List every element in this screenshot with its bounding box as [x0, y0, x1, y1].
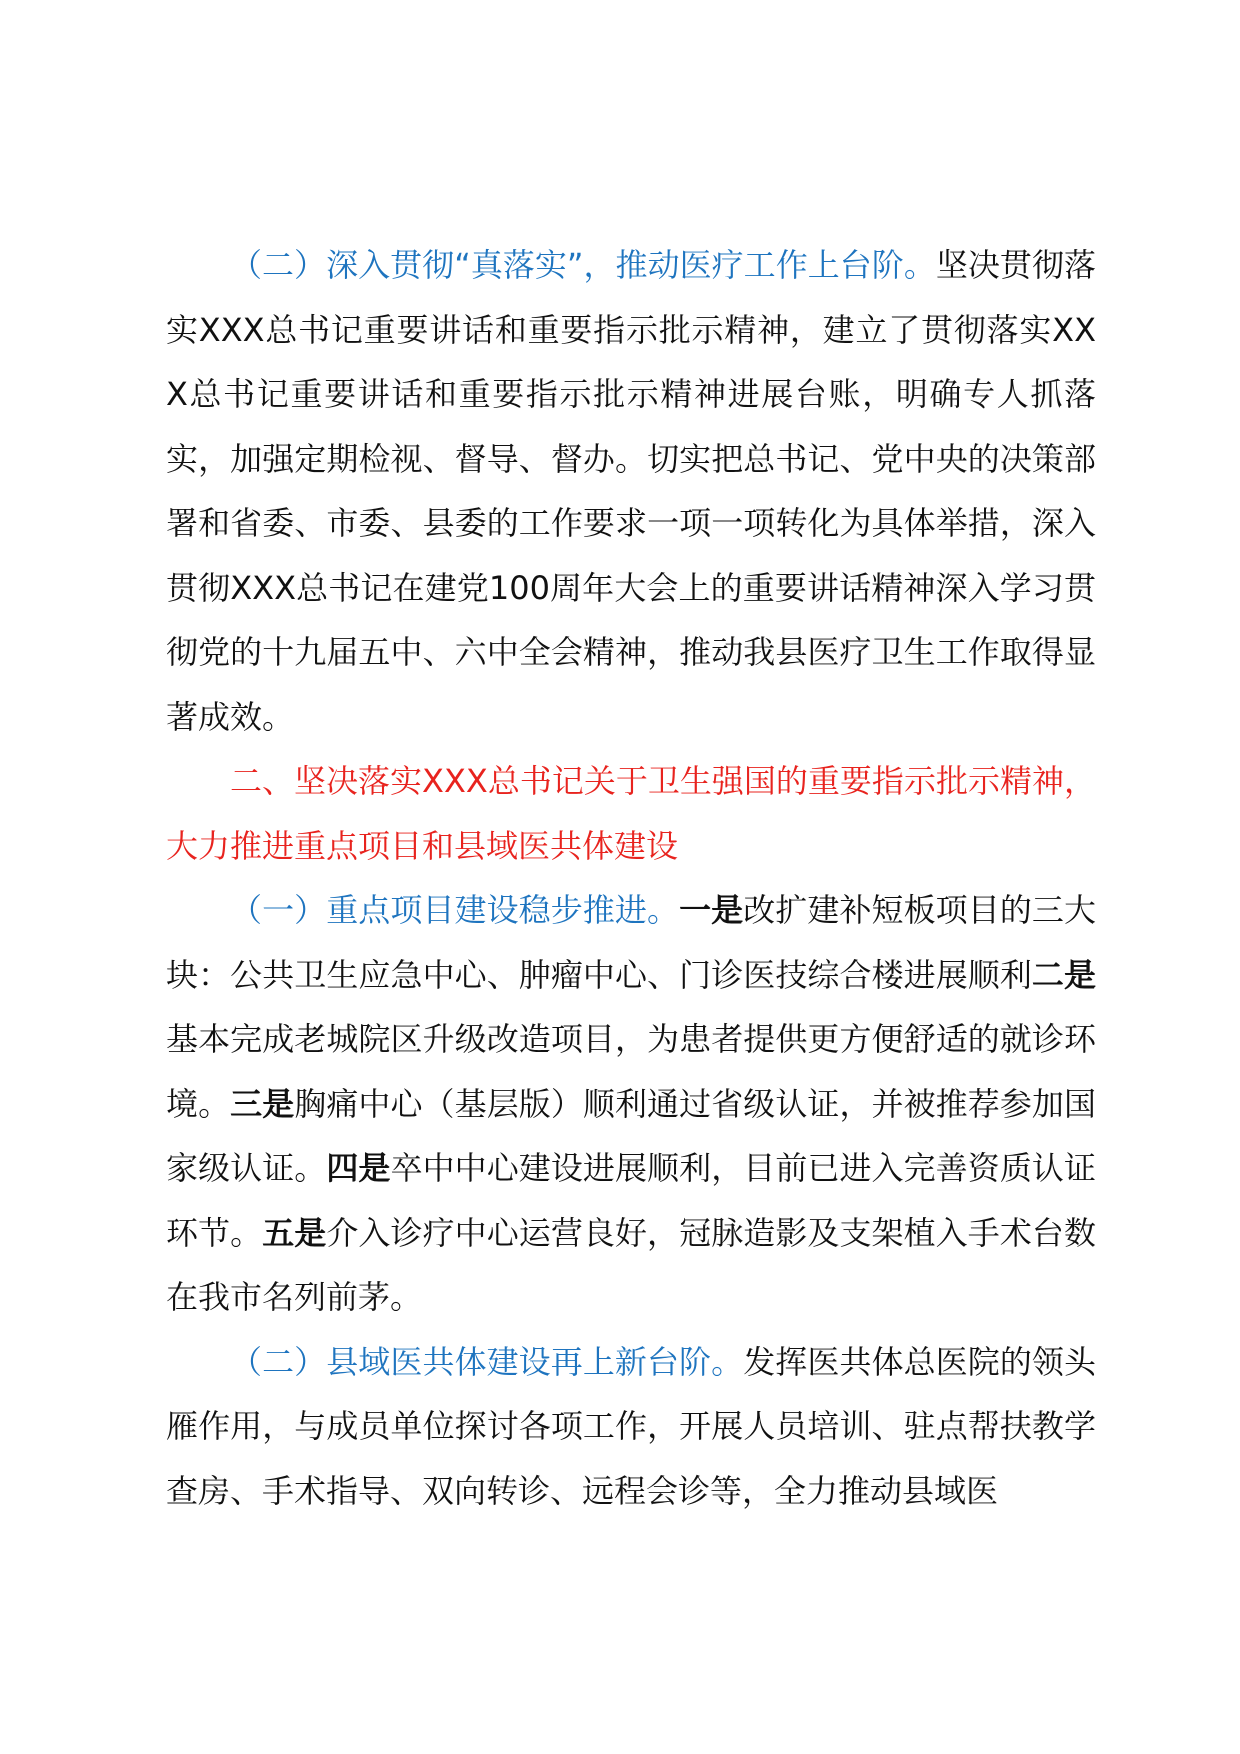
point-marker-4: 四是 — [326, 1149, 391, 1187]
paragraph-key-projects — [166, 878, 1096, 1330]
point-text-1: 改扩建补短板项目的三大块：公共卫生应急中心、肿瘤中心、门诊医技综合楼进展顺利 — [166, 891, 1096, 994]
subheading-key-projects: （一）重点项目建设稳步推进。 — [230, 891, 680, 929]
point-marker-1: 一是 — [679, 891, 744, 929]
point-text-4: 卒中中心建设进展顺利，目前已进入完善资质认证环节。 — [166, 1149, 1096, 1252]
point-text-5: 介入诊疗中心运营良好，冠脉造影及支架植入手术台数在我市名列前茅。 — [166, 1213, 1096, 1316]
document-page — [166, 233, 1096, 1523]
point-text-2: 基本完成老城院区升级改造项目，为患者提供更方便舒适的就诊环境。 — [166, 1020, 1096, 1123]
point-marker-5: 五是 — [262, 1213, 327, 1252]
paragraph-medical-community — [166, 1330, 1096, 1524]
subheading-implementation: （二）深入贯彻“真落实”，推动医疗工作上台阶。 — [230, 246, 936, 284]
point-text-3: 胸痛中心（基层版）顺利通过省级认证，并被推荐参加国家级认证。 — [166, 1084, 1096, 1187]
point-marker-3: 三是 — [230, 1084, 295, 1123]
section-heading: 二、坚决落实XXX总书记关于卫生强国的重要指示批示精神，大力推进重点项目和县域医共体建设 — [166, 762, 1096, 865]
paragraph-implementation-body: 坚决贯彻落实XXX总书记重要讲话和重要指示批示精神，建立了贯彻落实XXX总书记重要讲话和重要指示批示精神进展台账，明确专人抓落实，加强定期检视、督导、督办。切实把总书记、党中央的决策部署和省委、市委、县委的工作要求一项一项转化为具体举措，深入贯彻XXX总书记在建党100周年大会上的重要讲话精神深入学习贯彻党的十九届五中、六中全会精神，推动我县医疗卫生工作取得显著成效。 — [166, 246, 1096, 736]
subheading-medical-community: （二）县域医共体建设再上新台阶。 — [230, 1342, 744, 1381]
point-marker-2: 二是 — [1031, 955, 1096, 994]
paragraph-implementation — [166, 233, 1096, 749]
paragraph-medical-community-body: 发挥医共体总医院的领头雁作用，与成员单位探讨各项工作，开展人员培训、驻点帮扶教学查房、手术指导、双向转诊、远程会诊等，全力推动县域医 — [166, 1342, 1096, 1510]
